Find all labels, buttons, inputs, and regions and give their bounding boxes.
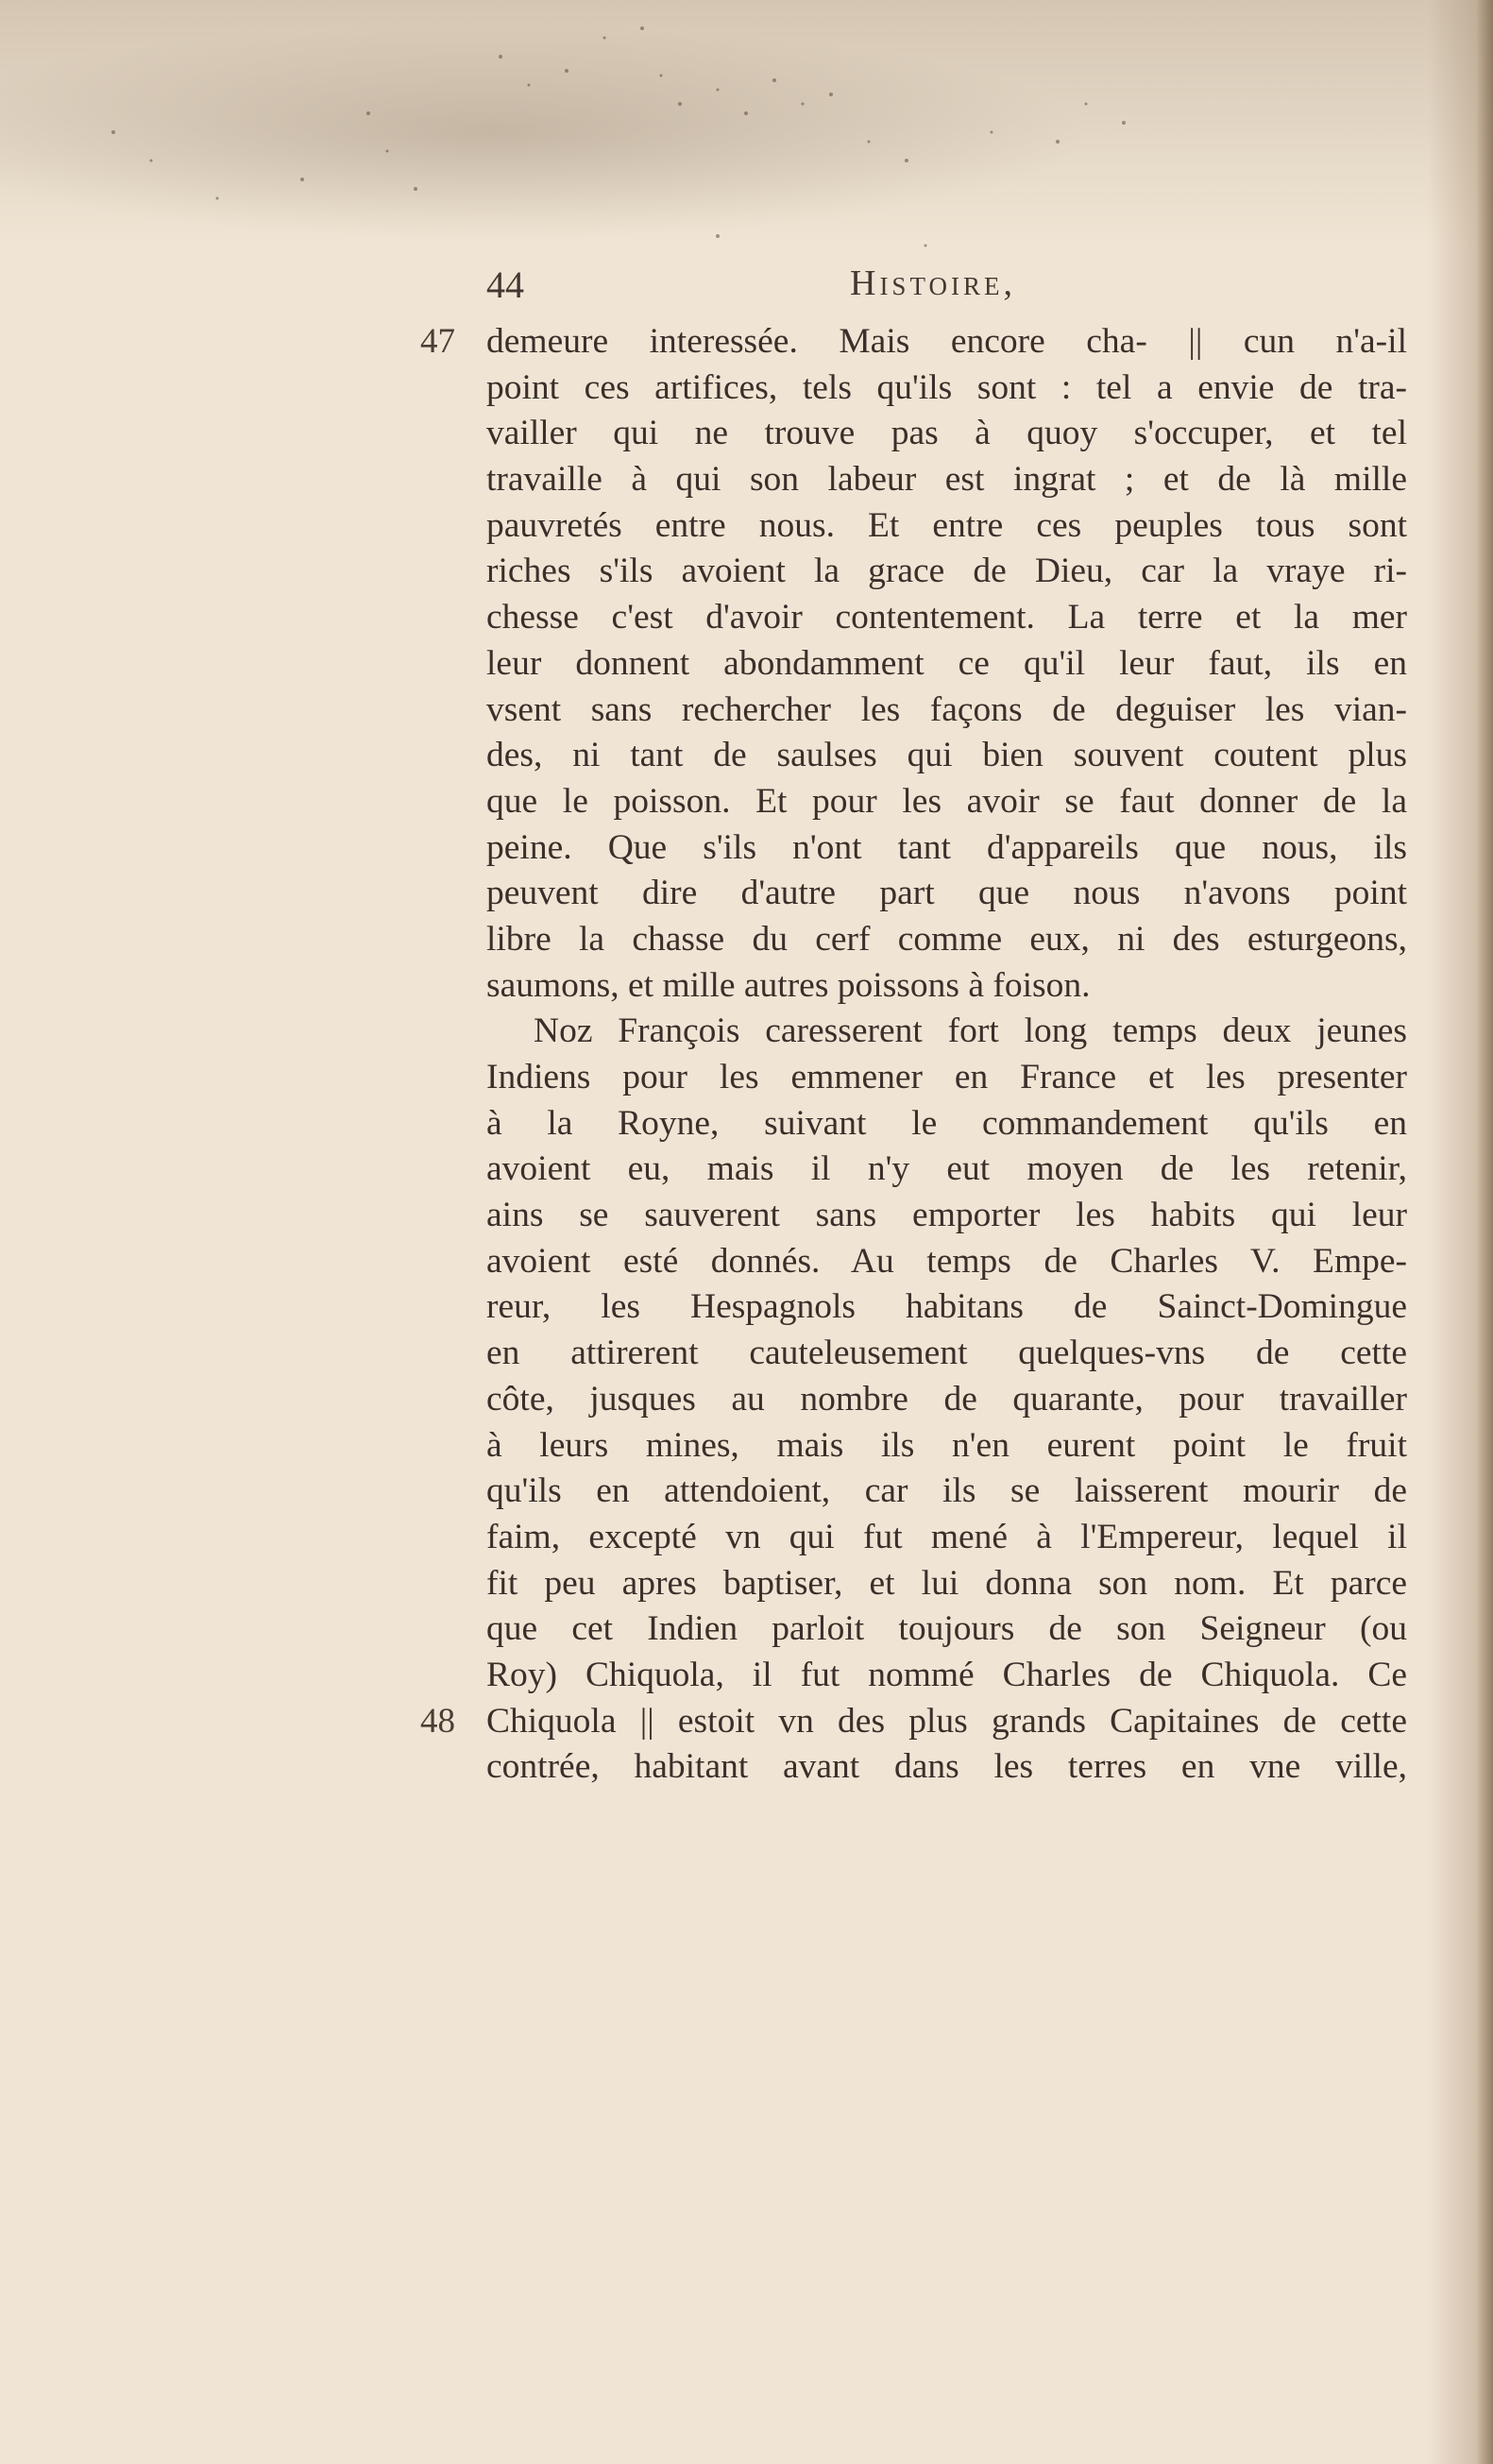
text-line: avoient esté donnés. Au temps de Charles V. Empe- <box>486 1241 1407 1281</box>
text-line: peuvent dire d'autre part que nous n'avons point <box>486 874 1407 913</box>
text-line: vsent sans rechercher les façons de deguiser les vian- <box>486 689 1407 729</box>
text-line: Roy) Chiquola, il fut nommé Charles de Chiquola. Ce <box>486 1655 1407 1694</box>
text-line: faim, excepté vn qui fut mené à l'Empereur, lequel il <box>486 1517 1407 1556</box>
text-line: en attirerent cauteleusement quelques-vns de cette <box>486 1334 1407 1373</box>
text-line: que le poisson. Et pour les avoir se faut donner de la <box>486 781 1407 821</box>
text-line: travaille à qui son labeur est ingrat ; et de là mille <box>486 460 1407 500</box>
text-line: Indiens pour les emmener en France et les presenter <box>486 1058 1407 1096</box>
page-edge-shadow <box>1476 0 1493 2464</box>
text-line: riches s'ils avoient la grace de Dieu, car la vraye ri- <box>486 552 1407 591</box>
margin-page-marker: 47 <box>420 322 455 361</box>
text-line: saumons, et mille autres poissons à foison. <box>486 965 1091 1005</box>
text-line: que cet Indien parloit toujours de son Seigneur (ou <box>486 1609 1407 1649</box>
text-line: fit peu apres baptiser, et lui donna son nom. Et parce <box>486 1563 1407 1603</box>
text-line: ains se sauverent sans emporter les habits qui leur <box>486 1196 1407 1235</box>
text-line: 48 Chiquola || estoit vn des plus grands Capitaines de cette <box>486 1699 1407 1745</box>
running-head <box>486 263 1407 310</box>
text-line: côte, jusques au nombre de quarante, pour travailler <box>486 1379 1407 1419</box>
text-line: qu'ils en attendoient, car ils se laisserent mourir de <box>486 1471 1407 1511</box>
text-line: vailler qui ne trouve pas à quoy s'occuper, et tel <box>486 414 1407 453</box>
text-line: leur donnent abondamment ce qu'il leur faut, ils en <box>486 643 1407 683</box>
text-line: des, ni tant de saulses qui bien souvent coutent plus <box>486 736 1407 775</box>
text-line: avoient eu, mais il n'y eut moyen de les retenir, <box>486 1149 1407 1189</box>
text-line: point ces artifices, tels qu'ils sont : tel a envie de tra- <box>486 367 1407 407</box>
text-line: chesse c'est d'avoir contentement. La terre et la mer <box>486 598 1407 637</box>
text-line: à leurs mines, mais ils n'en eurent point le fruit <box>486 1425 1407 1465</box>
text-line: reur, les Hespagnols habitans de Sainct-Domingue <box>486 1287 1407 1327</box>
paper-speckles <box>0 0 1493 283</box>
text-line: peine. Que s'ils n'ont tant d'appareils que nous, ils <box>486 827 1407 867</box>
text-line: libre la chasse du cerf comme eux, ni des esturgeons, <box>486 919 1407 959</box>
text-line: à la Royne, suivant le commandement qu'ils en <box>486 1103 1407 1143</box>
margin-page-marker: 48 <box>420 1701 455 1741</box>
text-line: contrée, habitant avant dans les terres en vne ville, <box>486 1747 1407 1787</box>
text-line: pauvretés entre nous. Et entre ces peuples tous sont <box>486 505 1407 545</box>
text-line: 47 demeure interessée. Mais encore cha- || cun n'a-il <box>486 319 1407 365</box>
body-text <box>420 319 1407 1791</box>
page-number: 44 <box>486 263 524 306</box>
text-line: Noz François caresserent fort long temps deux jeunes <box>534 1011 1407 1051</box>
running-title: Histoire, <box>850 263 1016 303</box>
